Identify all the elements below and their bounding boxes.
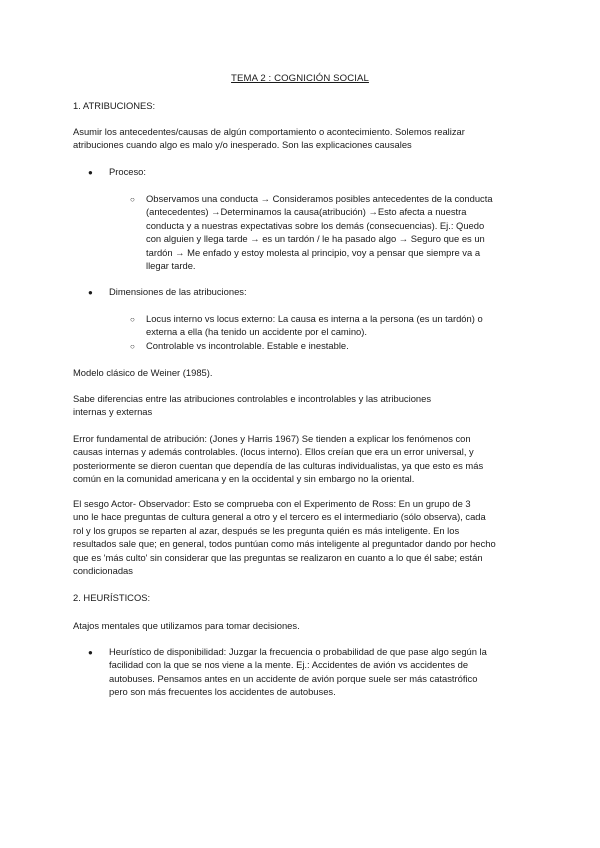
dimensiones-label: Dimensiones de las atribuciones: <box>109 286 247 297</box>
text-line: Observamos una conducta → Consideramos posibles antecedentes de la conducta <box>146 193 493 204</box>
text-line: Asumir los antecedentes/causas de algún comportamiento o acontecimiento. Solemos realizar <box>73 126 465 137</box>
text-line: El sesgo Actor- Observador: Esto se comprueba con el Experimento de Ross: En un grupo de 3 <box>73 498 471 509</box>
bullet-dot: ● <box>88 648 93 657</box>
text-line: común en la comunidad americana y en la occidental y sin embargo no la oriental. <box>73 473 415 485</box>
error-fundamental <box>73 432 533 486</box>
section-heading-atribuciones: 1. ATRIBUCIONES: <box>73 100 156 111</box>
text-line: posteriormente se dieron cuentan que dependía de las culturas individualistas, ya que esto es más <box>73 459 484 471</box>
bullet-circle: ○ <box>130 315 135 324</box>
text-line: (antecedentes) →Determinamos la causa(atribución) →Esto afecta a nuestra <box>146 206 467 218</box>
proceso-label: Proceso: <box>109 166 146 177</box>
sesgo-actor-observador <box>73 497 533 577</box>
text-line: tardón → Me enfado y estoy molesta al principio, voy a pensar que siempre va a <box>146 246 481 258</box>
text-line: internas y externas <box>73 406 153 418</box>
text-line: con alguien y llega tarde → es un tardón / le ha pasado algo → Seguro que es un <box>146 233 485 245</box>
text-line: causas internas y además controlables. (locus interno). Ellos creían que era un error universal, y <box>73 446 474 458</box>
text-line: externa a ella (ha tenido un accidente por el camino). <box>146 326 367 338</box>
heuristico-disponibilidad <box>109 645 539 699</box>
bullet-circle: ○ <box>130 195 135 204</box>
text-line: Locus interno vs locus externo: La causa es interna a la persona (es un tardón) o <box>146 313 483 324</box>
weiner-model: Modelo clásico de Weiner (1985). <box>73 367 213 378</box>
dimension-control: Controlable vs incontrolable. Estable e inestable. <box>146 340 349 351</box>
dimension-locus <box>146 312 549 339</box>
atribuciones-intro <box>73 125 533 152</box>
section-heading-heuristicos: 2. HEURÍSTICOS: <box>73 592 151 603</box>
text-line: atribuciones cuando algo es malo y/o inesperado. Son las explicaciones causales <box>73 139 412 151</box>
text-line: Heurístico de disponibilidad: Juzgar la frecuencia o probabilidad de que pase algo según la <box>109 646 487 657</box>
bullet-dot: ● <box>88 168 93 177</box>
text-line: autobuses. Pensamos antes en un accidente de avión porque suele ser más catastrófico <box>109 672 478 684</box>
bullet-circle: ○ <box>130 342 135 351</box>
text-line: condicionadas <box>73 565 133 577</box>
text-line: facilidad con la que se nos viene a la mente. Ej.: Accidentes de avión vs accidentes de <box>109 659 469 671</box>
page-title: TEMA 2 : COGNICIÓN SOCIAL <box>231 73 369 84</box>
text-line: que es 'más culto' sin considerar que las preguntas se realizaron en cuanto a lo que él sabe; están <box>73 551 483 563</box>
text-line: uno le hace preguntas de cultura general a otro y el tercero es el intermediario (sólo observa), cada <box>73 511 486 523</box>
proceso-text <box>146 192 549 272</box>
text-line: Sabe diferencias entre las atribuciones controlables e incontrolables y las atribuciones <box>73 393 432 404</box>
heuristicos-intro: Atajos mentales que utilizamos para tomar decisiones. <box>73 620 300 631</box>
text-line: Error fundamental de atribución: (Jones y Harris 1967) Se tienden a explicar los fenómenos con <box>73 433 471 444</box>
bullet-dot: ● <box>88 288 93 297</box>
text-line: rol y los grupos se reparten al azar, después se les pregunta quién es más inteligente. En los <box>73 524 460 536</box>
text-line: llegar tarde. <box>146 260 196 272</box>
text-line: resultados sale que; en general, todos puntúan como más inteligente al preguntador dando por hecho <box>73 538 496 550</box>
text-line: pero son más frecuentes los accidentes de autobuses. <box>109 686 336 698</box>
sabe-text <box>73 392 533 419</box>
text-line: conducta y a nuestras expectativas sobre los demás (consecuencias). Ej.: Quedo <box>146 219 485 231</box>
